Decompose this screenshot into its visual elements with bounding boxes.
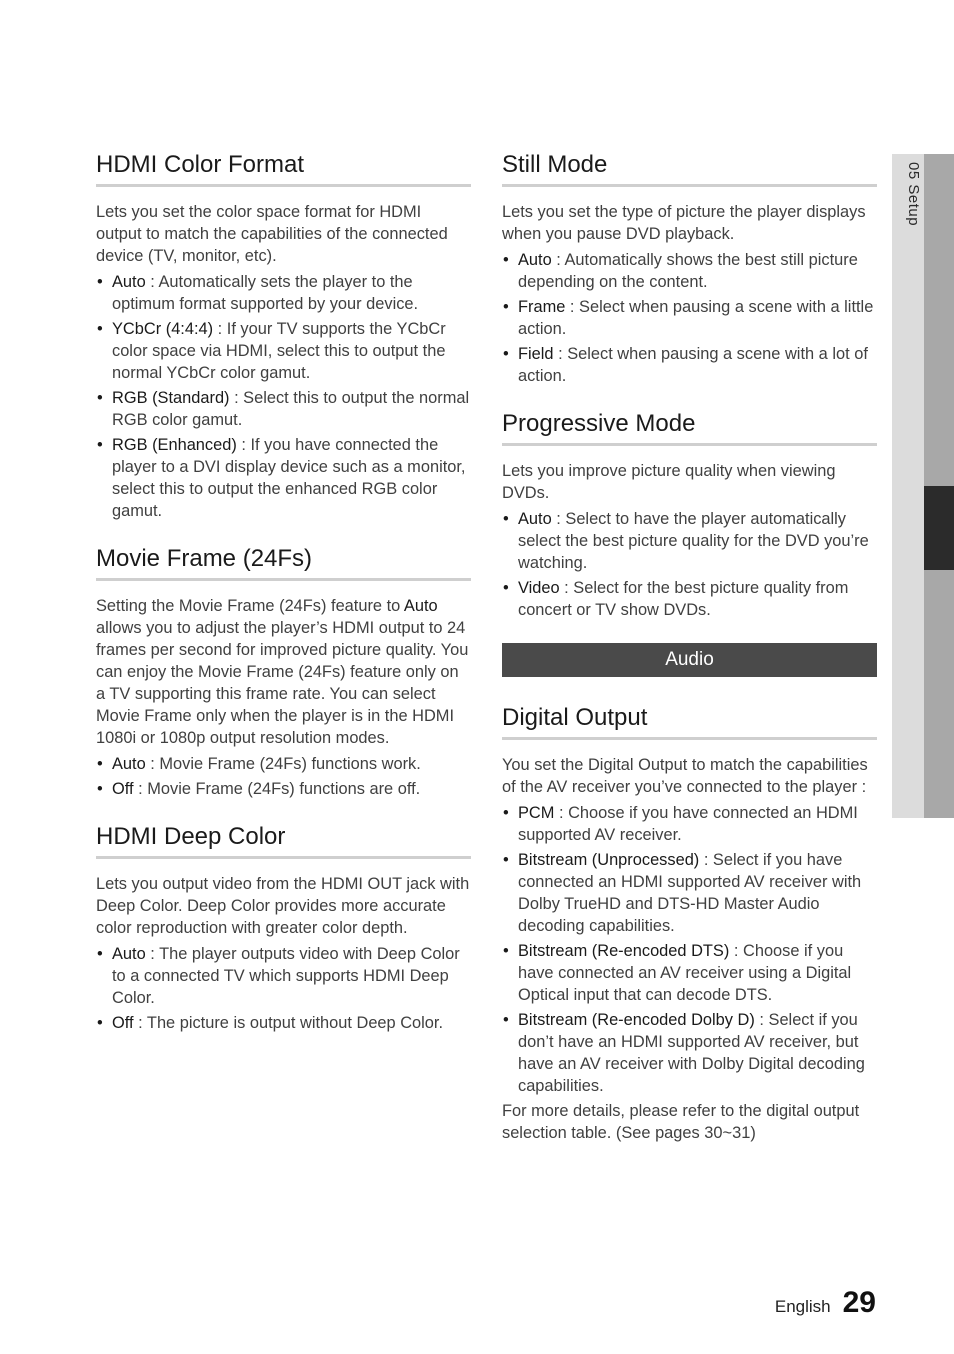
option-term: Auto [518,510,552,528]
list-item [502,802,877,846]
section-intro [96,595,471,749]
option-desc: : If you have connected the player to a DVI display device such as a monitor, select this to output the enhanced RGB color gamut. [112,436,466,520]
option-desc: : Automatically sets the player to the optimum format supported by your device. [112,273,419,313]
list-item [96,943,471,1009]
option-term: Auto [112,945,146,963]
page-footer [775,1286,876,1320]
option-desc: : Movie Frame (24Fs) functions work. [145,755,421,773]
list-item [96,318,471,384]
list-item [502,1009,877,1097]
list-item [502,849,877,937]
section-outro: For more details, please refer to the digital output selection table. (See pages 30~31) [502,1102,860,1142]
side-tab-label: 05 Setup [905,162,922,227]
option-desc: : Choose if you have connected an HDMI supported AV receiver. [518,804,858,844]
option-term: Video [518,579,560,597]
intro-term: Auto [403,597,438,615]
list-item [96,387,471,431]
option-term: Field [518,345,554,363]
list-item [96,1012,471,1034]
option-term: Bitstream (Unprocessed) [518,851,700,869]
option-desc: : Movie Frame (24Fs) functions are off. [133,780,421,798]
section-intro: Lets you improve picture quality when viewing DVDs. [502,462,836,502]
page-number: 29 [842,1286,876,1319]
option-term: RGB (Enhanced) [112,436,237,454]
option-term: RGB (Standard) [112,389,230,407]
section-title: Progressive Mode [502,409,877,446]
section-title: Still Mode [502,150,877,187]
option-list [96,753,471,800]
list-item [96,753,471,775]
option-term: Bitstream (Re-encoded DTS) [518,942,730,960]
option-desc: : Select to have the player automatically select the best picture quality for the DVD you’re watching. [518,510,869,572]
section-intro: Lets you set the type of picture the player displays when you pause DVD playback. [502,203,866,243]
list-item [502,296,877,340]
option-desc: : The player outputs video with Deep Color to a connected TV which supports HDMI Deep Color. [112,945,460,1007]
option-desc: : Select if you don’t have an HDMI supported AV receiver, but have an AV receiver with Dolby Digital decoding capabilities. [518,1011,865,1095]
still-mode-section [502,150,877,387]
list-item [96,271,471,315]
section-title: HDMI Deep Color [96,822,471,859]
option-term: Bitstream (Re-encoded Dolby D) [518,1011,755,1029]
option-term: PCM [518,804,555,822]
section-intro: Lets you output video from the HDMI OUT jack with Deep Color. Deep Color provides more accurate color reproduction with greater color depth. [96,875,470,937]
section-title: HDMI Color Format [96,150,471,187]
option-desc: : Select this to output the normal RGB color gamut. [112,389,470,429]
option-desc: : Choose if you have connected an AV receiver using a Digital Optical input that can decode DTS. [518,942,852,1004]
option-list [502,249,877,387]
section-intro: You set the Digital Output to match the capabilities of the AV receiver you’ve connected to the player : [502,756,868,796]
option-desc: : Select when pausing a scene with a little action. [518,298,874,338]
option-term: YCbCr (4:4:4) [112,320,214,338]
side-tab-active-marker [924,486,954,570]
option-desc: : Automatically shows the best still picture depending on the content. [518,251,858,291]
option-desc: : Select for the best picture quality from concert or TV show DVDs. [518,579,849,619]
hdmi-color-format-section [96,150,471,522]
digital-output-section [502,703,877,1144]
option-term: Off [112,780,134,798]
list-item [96,434,471,522]
option-desc: : Select if you have connected an HDMI supported AV receiver with Dolby TrueHD and DTS-HD Master Audio decoding capabilities. [518,851,862,935]
intro-text-start: Setting the Movie Frame (24Fs) feature to [96,597,404,615]
right-column [502,150,877,1166]
option-list [96,943,471,1034]
list-item [502,249,877,293]
option-desc: : The picture is output without Deep Color. [133,1014,444,1032]
movie-frame-section [96,544,471,800]
option-list [502,508,877,621]
list-item [502,343,877,387]
list-item [502,577,877,621]
option-list [96,271,471,522]
audio-banner: Audio [502,643,877,677]
option-term: Frame [518,298,566,316]
section-title: Digital Output [502,703,877,740]
footer-language: English [774,1297,831,1316]
option-desc: : If your TV supports the YCbCr color space via HDMI, select this to output the normal YCbCr color gamut. [112,320,446,382]
option-term: Auto [112,273,146,291]
list-item [502,508,877,574]
list-item [96,778,471,800]
progressive-mode-section [502,409,877,621]
list-item [502,940,877,1006]
section-intro: Lets you set the color space format for HDMI output to match the capabilities of the connected device (TV, monitor, etc). [96,203,448,265]
intro-text-end: allows you to adjust the player’s HDMI output to 24 frames per second for improved picture quality. You can enjoy the Movie Frame (24Fs) feature only on a TV supporting this frame rate. You can select Movie Frame only when the player is in the HDMI 1080i or 1080p output resolution modes. [96,619,469,747]
hdmi-deep-color-section [96,822,471,1034]
option-desc: : Select when pausing a scene with a lot of action. [518,345,868,385]
section-title: Movie Frame (24Fs) [96,544,471,581]
left-column [96,150,471,1056]
option-term: Auto [518,251,552,269]
option-term: Auto [112,755,146,773]
option-term: Off [112,1014,134,1032]
option-list [502,802,877,1097]
chapter-side-tab [892,154,954,818]
